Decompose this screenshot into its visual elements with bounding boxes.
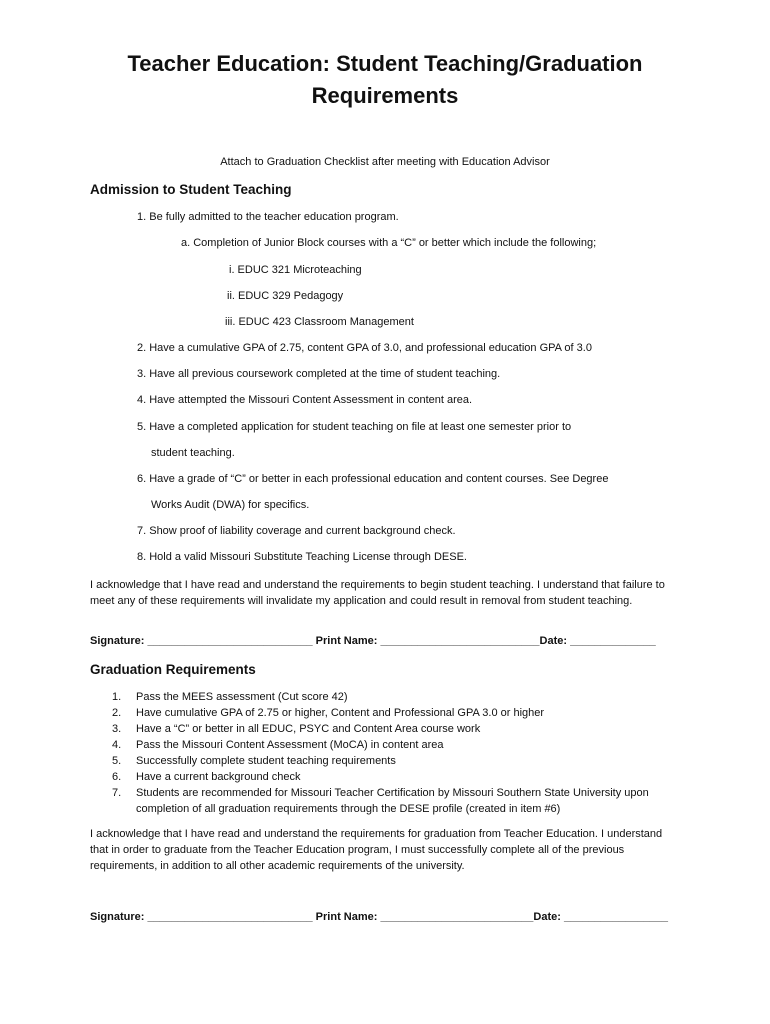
admission-item-3: 3. Have all previous coursework completed at the time of student teaching. (137, 368, 501, 380)
list-text: Have cumulative GPA of 2.75 or higher, Content and Professional GPA 3.0 or higher (136, 707, 545, 719)
list-text: Pass the MEES assessment (Cut score 42) (136, 691, 348, 703)
list-text: Pass the Missouri Content Assessment (MoCA) in content area (136, 739, 444, 751)
list-number: 4. (112, 739, 122, 751)
list-number: 5. (112, 755, 122, 767)
list-text: Have a “C” or better in all EDUC, PSYC and Content Area course work (136, 723, 481, 735)
admission-heading: Admission to Student Teaching (90, 182, 292, 197)
admission-item-4: 4. Have attempted the Missouri Content Assessment in content area. (137, 394, 473, 406)
list-text: Successfully complete student teaching requirements (136, 755, 396, 767)
list-text: Students are recommended for Missouri Teacher Certification by Missouri Southern State University upon completion of all graduation requirements through the DESE profile (created in item #6) (136, 787, 649, 815)
admission-item-1a: a. Completion of Junior Block courses with a “C” or better which include the following; (181, 237, 597, 249)
list-item (112, 737, 692, 753)
admission-item-6-cont: Works Audit (DWA) for specifics. (151, 499, 310, 511)
graduation-signature-line: Signature: ___________________________ Print Name: _________________________Date: _________________ (90, 911, 668, 923)
graduation-heading: Graduation Requirements (90, 662, 256, 677)
list-item (112, 753, 692, 769)
page-title: Teacher Education: Student Teaching/Graduation Requirements (127, 51, 643, 108)
graduation-requirements-list (112, 689, 692, 817)
list-number: 3. (112, 723, 122, 735)
graduation-acknowledgement: I acknowledge that I have read and understand the requirements for graduation from Teacher Education. I understand that in order to graduate from the Teacher Education program, I must successfully complete all of the previous requirements, in addition to all other academic requirements of the university. (90, 828, 663, 872)
admission-item-2: 2. Have a cumulative GPA of 2.75, content GPA of 3.0, and professional education GPA of 3.0 (137, 342, 592, 354)
list-item (112, 705, 692, 721)
admission-item-7: 7. Show proof of liability coverage and current background check. (137, 525, 456, 537)
admission-item-8: 8. Hold a valid Missouri Substitute Teaching License through DESE. (137, 551, 467, 563)
admission-item-1a-iii: iii. EDUC 423 Classroom Management (225, 316, 414, 328)
subtitle: Attach to Graduation Checklist after meeting with Education Advisor (220, 156, 550, 168)
admission-acknowledgement: I acknowledge that I have read and understand the requirements to begin student teaching. I understand that failure to meet any of these requirements will invalidate my application and could result in removal from student teaching. (90, 579, 665, 607)
admission-item-1a-i: i. EDUC 321 Microteaching (229, 264, 362, 276)
admission-item-1: 1. Be fully admitted to the teacher education program. (137, 211, 399, 223)
list-item (112, 769, 692, 785)
list-text: Have a current background check (136, 771, 301, 783)
list-number: 1. (112, 691, 122, 703)
list-number: 2. (112, 707, 122, 719)
list-item (112, 721, 692, 737)
list-number: 6. (112, 771, 122, 783)
admission-signature-line: Signature: ___________________________ Print Name: __________________________Date: ______________ (90, 635, 656, 647)
admission-item-5-cont: student teaching. (151, 447, 235, 459)
list-item (112, 785, 692, 817)
admission-item-6: 6. Have a grade of “C” or better in each professional education and content courses. See Degree (137, 473, 609, 485)
admission-item-1a-ii: ii. EDUC 329 Pedagogy (227, 290, 344, 302)
list-number: 7. (112, 787, 122, 799)
list-item (112, 689, 692, 705)
admission-item-5: 5. Have a completed application for student teaching on file at least one semester prior to (137, 421, 572, 433)
